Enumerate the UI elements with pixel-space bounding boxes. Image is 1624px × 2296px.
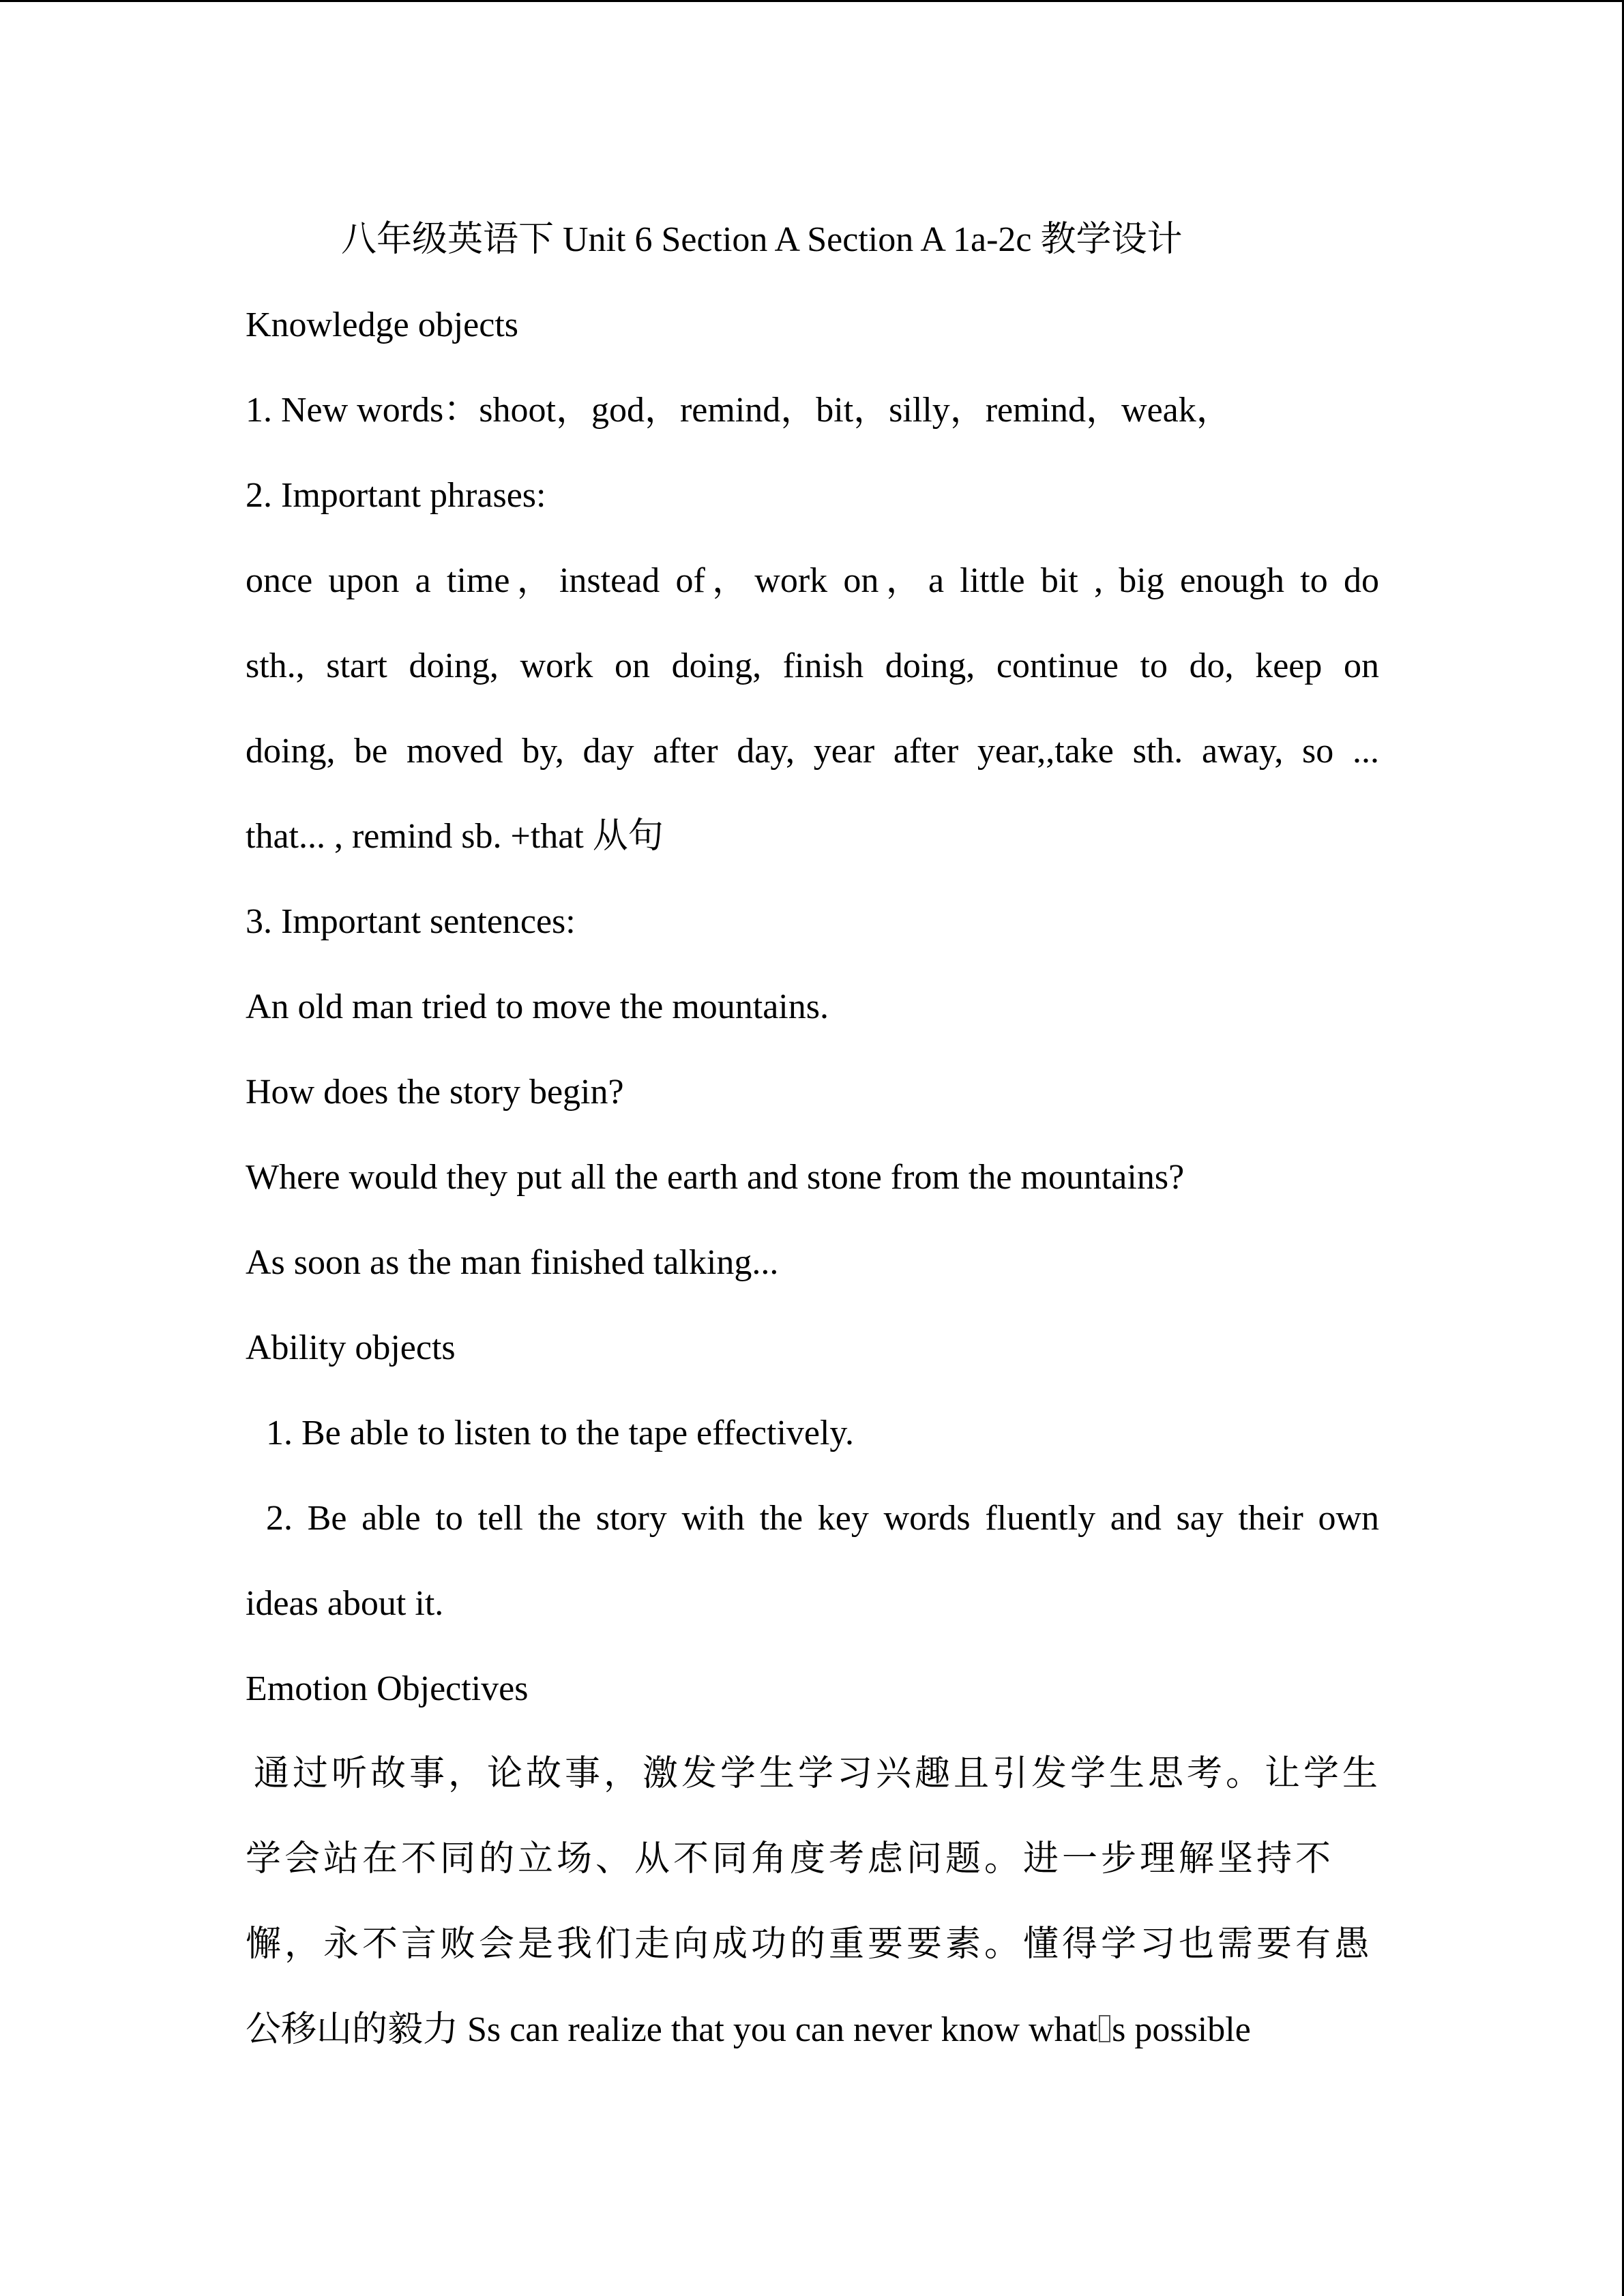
phrases-line-2: sth., start doing, work on doing, finish doing, continue to do, keep on (246, 646, 1379, 685)
phrases-line-3: doing, be moved by, day after day, year after year,,take sth. away, so ... (246, 732, 1379, 771)
sentence-4: As soon as the man finished talking... (246, 1243, 779, 1282)
important-sentences-heading: 3. Important sentences: (246, 902, 576, 941)
important-phrases-heading: 2. Important phrases: (246, 476, 546, 515)
ability-objects-heading: Ability objects (246, 1328, 456, 1367)
phrases-line-4: that... , remind sb. +that 从句 (246, 817, 664, 856)
emotion-line-3: 懈，永不言败会是我们走向成功的重要要素。懂得学习也需要有愚 (246, 1925, 1374, 1964)
emotion-line-4-part-1: 公移山的毅力 Ss can realize that you can never know what (246, 2010, 1098, 2049)
emotion-line-2: 学会站在不同的立场、从不同角度考虑问题。进一步理解坚持不 (246, 1840, 1335, 1879)
ability-item-2-line-2: ideas about it. (246, 1584, 444, 1623)
phrases-line-1: once upon a time，instead of，work on，a little bit , big enough to do (246, 561, 1379, 600)
sentence-3: Where would they put all the earth and stone from the mountains? (246, 1158, 1185, 1197)
ability-item-2-line-1: 2. Be able to tell the story with the key words fluently and say their own (266, 1499, 1379, 1538)
emotion-objectives-heading: Emotion Objectives (246, 1669, 529, 1708)
new-words-line: 1. New words：shoot，god，remind，bit，silly，remind，weak， (246, 391, 1232, 430)
page-top-border (0, 0, 1624, 2)
ability-item-1: 1. Be able to listen to the tape effectively. (266, 1414, 855, 1452)
document-title: 八年级英语下 Unit 6 Section A Section A 1a-2c 教学设计 (341, 220, 1183, 259)
sentence-1: An old man tried to move the mountains. (246, 987, 829, 1026)
sentence-2: How does the story begin? (246, 1073, 624, 1112)
emotion-line-1: 通过听故事，论故事，激发学生学习兴趣且引发学生思考。让学生 (254, 1755, 1382, 1793)
missing-glyph-box (1099, 2015, 1110, 2042)
emotion-line-4 (246, 2006, 1379, 2055)
knowledge-objects-heading: Knowledge objects (246, 305, 519, 344)
emotion-line-4-part-2: s possible (1112, 2010, 1251, 2049)
